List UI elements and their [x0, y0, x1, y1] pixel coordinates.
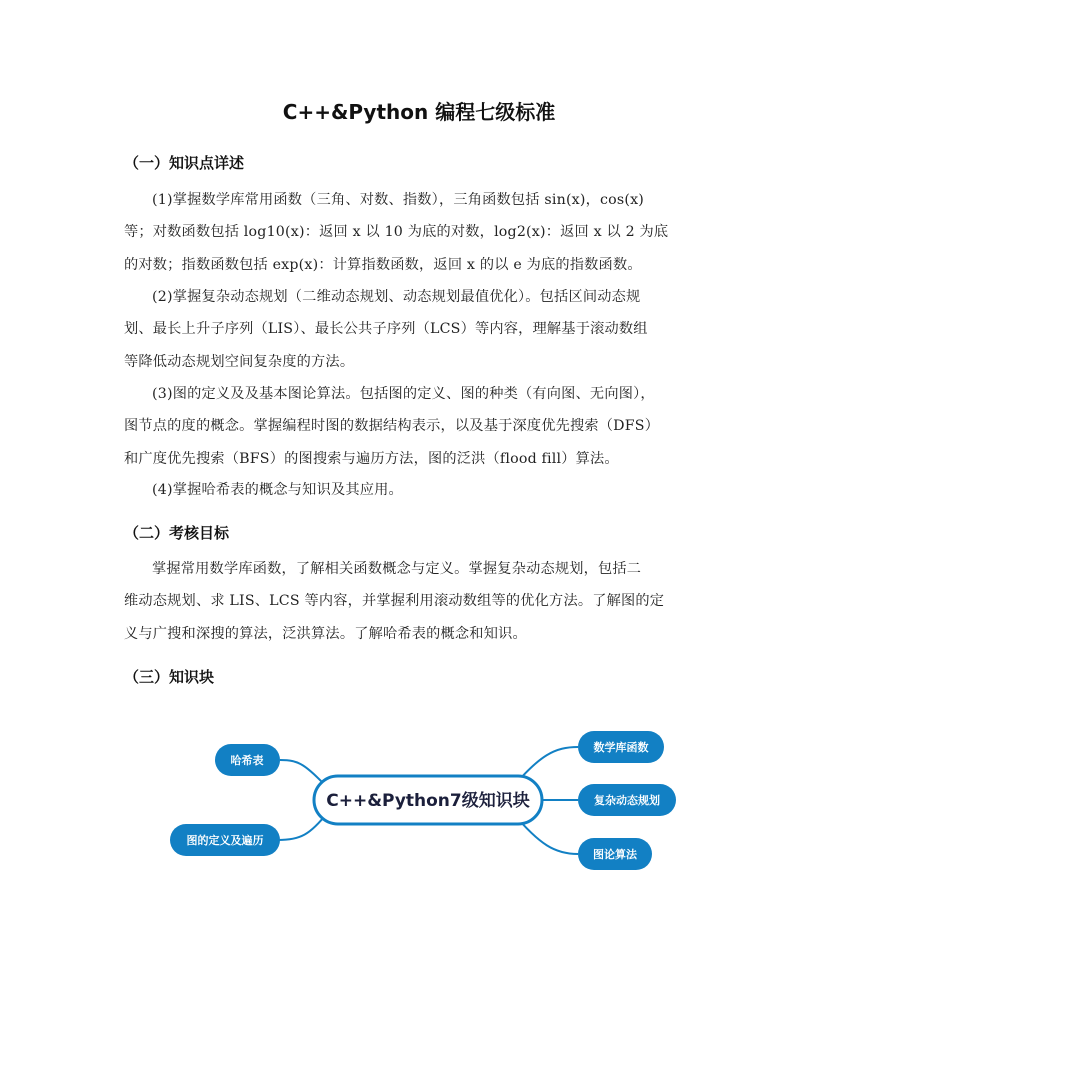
paragraph-line: (4)掌握哈希表的概念与知识及其应用。 [152, 482, 403, 498]
paragraph-line: (3)图的定义及及基本图论算法。包括图的定义、图的种类（有向图、无向图）， [152, 386, 655, 402]
node-label: 数学库函数 [593, 741, 649, 754]
section-heading-assessment-goals: （二）考核目标 [124, 524, 230, 542]
paragraph-line: 维动态规划、求 LIS、LCS 等内容，并掌握利用滚动数组等的优化方法。了解图的定 [124, 593, 665, 610]
node-label: 哈希表 [230, 754, 264, 767]
paragraph-line: 划、最长上升子序列（LIS）、最长公共子序列（LCS）等内容，理解基于滚动数组 [124, 321, 648, 338]
paragraph-line: 图节点的度的概念。掌握编程时图的数据结构表示，以及基于深度优先搜索（DFS） [124, 418, 660, 435]
paragraph-line: 掌握常用数学库函数，了解相关函数概念与定义。掌握复杂动态规划，包括二 [152, 561, 642, 577]
paragraph-line: 等降低动态规划空间复杂度的方法。 [124, 353, 355, 370]
paragraph-dynamic-programming [124, 281, 720, 378]
paragraph-line: 等；对数函数包括 log10(x)：返回 x 以 10 为底的对数，log2(x)：返回 x 以 2 为底 [124, 224, 669, 241]
paragraph-assessment-goals [124, 553, 720, 650]
paragraph-math-library [124, 184, 720, 281]
paragraph-line: (1)掌握数学库常用函数（三角、对数、指数），三角函数包括 sin(x)，cos(x) [152, 192, 645, 208]
paragraph-hash-table [124, 474, 720, 506]
node-label: 图论算法 [593, 848, 637, 861]
paragraph-line: 义与广搜和深搜的算法，泛洪算法。了解哈希表的概念和知识。 [124, 625, 527, 642]
section-heading-knowledge-details: （一）知识点详述 [124, 154, 245, 172]
section-heading-knowledge-blocks: （三）知识块 [124, 668, 215, 686]
paragraph-line: 和广度优先搜索（BFS）的图搜索与遍历方法，图的泛洪（flood fill）算法。 [124, 450, 619, 467]
center-node-label: C++&Python7级知识块 [326, 791, 530, 811]
paragraph-line: (2)掌握复杂动态规划（二维动态规划、动态规划最值优化）。包括区间动态规 [152, 289, 641, 305]
node-label: 图的定义及遍历 [186, 834, 264, 847]
document-title: C++&Python 编程七级标准 [282, 100, 556, 124]
paragraph-line: 的对数；指数函数包括 exp(x)：计算指数函数，返回 x 的以 e 为底的指数函数。 [124, 256, 642, 273]
knowledge-mind-map [150, 720, 690, 880]
paragraph-graph-algorithms [124, 378, 720, 475]
node-label: 复杂动态规划 [594, 794, 660, 807]
